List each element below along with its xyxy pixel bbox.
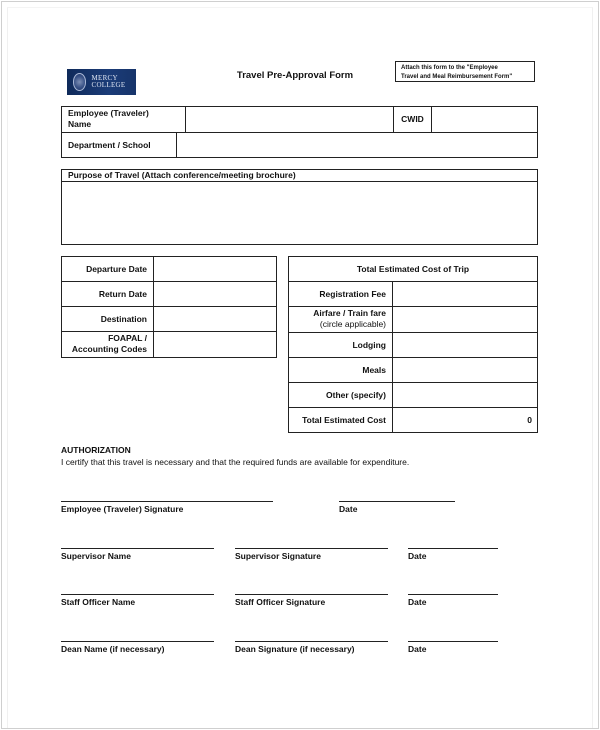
registration-fee-field[interactable]	[393, 282, 537, 306]
dean-name-label: Dean Name (if necessary)	[61, 644, 165, 654]
college-seal-icon	[73, 73, 86, 91]
purpose-label: Purpose of Travel (Attach conference/meeting brochure)	[68, 170, 296, 180]
departure-date-label: Departure Date	[86, 264, 147, 274]
lodging-field[interactable]	[393, 333, 537, 357]
other-label: Other (specify)	[326, 390, 386, 400]
department-label: Department / School	[68, 140, 151, 150]
college-logo	[67, 69, 136, 95]
other-field[interactable]	[393, 383, 537, 407]
return-date-label: Return Date	[98, 289, 147, 299]
destination-field[interactable]	[154, 307, 276, 331]
staff-officer-signature-label: Staff Officer Signature	[235, 597, 326, 607]
registration-fee-label: Registration Fee	[319, 289, 386, 299]
meals-field[interactable]	[393, 358, 537, 382]
employee-name-label-line-2: Name	[68, 119, 92, 129]
staff-officer-name-line[interactable]	[61, 594, 214, 595]
lodging-label: Lodging	[352, 340, 386, 350]
attach-notice-line-2: Travel and Meal Reimbursement Form"	[401, 74, 513, 80]
supervisor-name-label: Supervisor Name	[61, 551, 131, 561]
meals-label: Meals	[362, 365, 386, 375]
authorization-heading: AUTHORIZATION	[61, 445, 131, 455]
employee-date-line[interactable]	[339, 501, 455, 502]
traveler-info-table	[61, 106, 538, 158]
foapal-label-line-1: FOAPAL /	[108, 333, 147, 343]
attach-notice	[395, 61, 535, 82]
airfare-label-line-1: Airfare / Train fare	[313, 308, 386, 318]
employee-name-label	[62, 108, 185, 132]
airfare-label	[289, 308, 392, 332]
total-cost-value: 0	[527, 415, 532, 425]
supervisor-date-line[interactable]	[408, 548, 498, 549]
dean-signature-label: Dean Signature (if necessary)	[235, 644, 355, 654]
destination-label: Destination	[100, 314, 147, 324]
employee-name-field[interactable]	[186, 107, 393, 132]
cost-table-header: Total Estimated Cost of Trip	[356, 264, 470, 274]
trip-details-table	[61, 256, 277, 358]
purpose-field[interactable]	[62, 182, 537, 244]
supervisor-signature-label: Supervisor Signature	[235, 551, 321, 561]
supervisor-signature-line[interactable]	[235, 548, 388, 549]
foapal-label-line-2: Accounting Codes	[71, 344, 147, 354]
cost-table	[288, 256, 538, 433]
dean-date-line[interactable]	[408, 641, 498, 642]
employee-date-label: Date	[339, 504, 358, 514]
employee-name-label-line-1: Employee (Traveler)	[68, 108, 149, 118]
dean-name-line[interactable]	[61, 641, 214, 642]
staff-officer-name-label: Staff Officer Name	[61, 597, 136, 607]
cwid-label: CWID	[401, 114, 424, 124]
supervisor-name-line[interactable]	[61, 548, 214, 549]
dean-date-label: Date	[408, 644, 427, 654]
supervisor-date-label: Date	[408, 551, 427, 561]
authorization-statement: I certify that this travel is necessary and that the required funds are available for expenditure.	[61, 457, 410, 467]
staff-officer-date-line[interactable]	[408, 594, 498, 595]
dean-signature-line[interactable]	[235, 641, 388, 642]
airfare-field[interactable]	[393, 307, 537, 332]
purpose-of-travel-box	[61, 169, 538, 245]
airfare-label-line-2: (circle applicable)	[319, 319, 386, 329]
return-date-field[interactable]	[154, 282, 276, 306]
attach-notice-line-1: Attach this form to the "Employee	[401, 65, 498, 71]
staff-officer-signature-line[interactable]	[235, 594, 388, 595]
foapal-field[interactable]	[154, 332, 276, 357]
employee-signature-line[interactable]	[61, 501, 273, 502]
total-cost-label: Total Estimated Cost	[302, 415, 386, 425]
staff-officer-date-label: Date	[408, 597, 427, 607]
employee-signature-label: Employee (Traveler) Signature	[61, 504, 184, 514]
logo-text: MERCY COLLEGE	[91, 74, 126, 89]
form-title: Travel Pre-Approval Form	[236, 70, 354, 81]
cwid-field[interactable]	[432, 107, 537, 132]
foapal-label	[62, 333, 153, 357]
departure-date-field[interactable]	[154, 257, 276, 281]
department-field[interactable]	[177, 133, 537, 157]
